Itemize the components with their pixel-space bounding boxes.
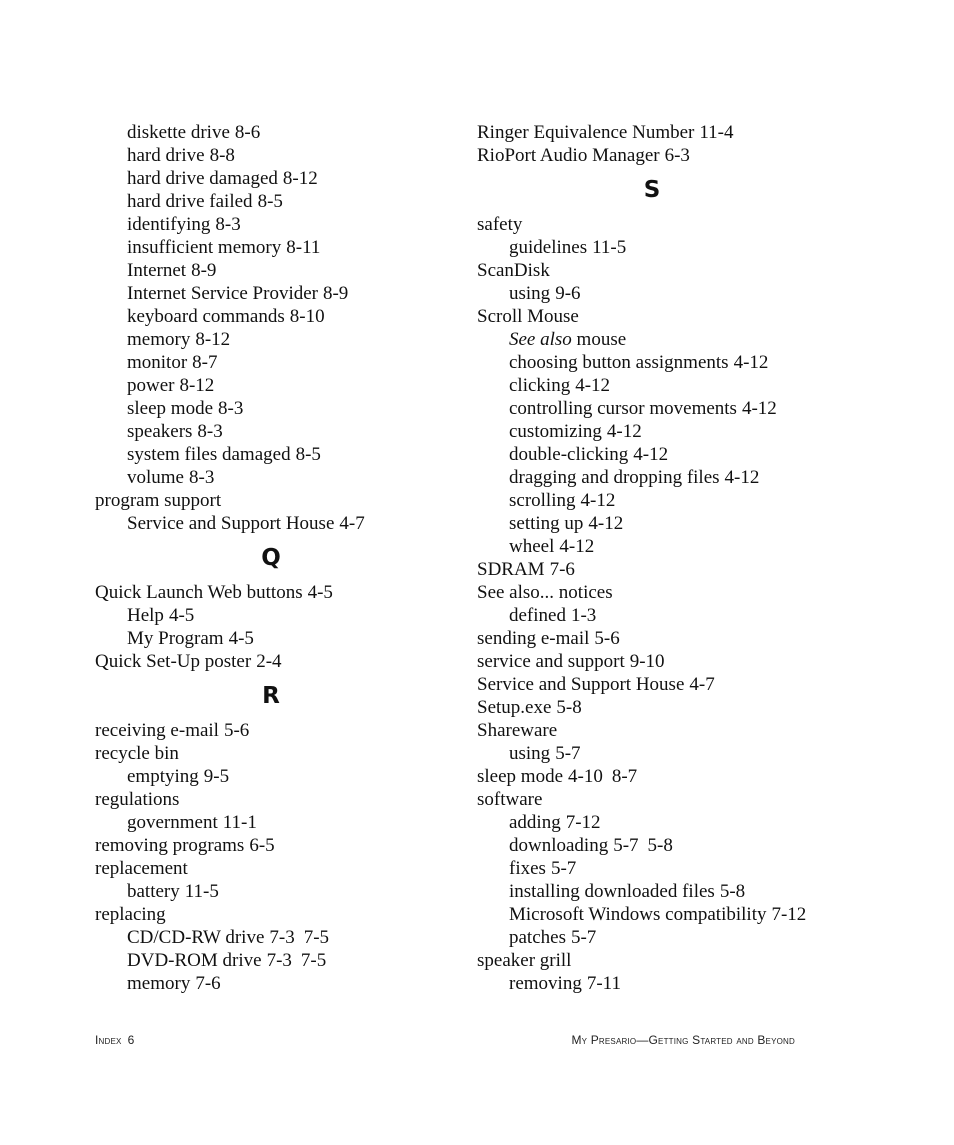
index-subentry (477, 282, 917, 305)
index-term: Shareware (477, 720, 558, 741)
index-page-ref: 8-10 (289, 306, 325, 327)
index-page-ref: 5-8 (556, 697, 582, 718)
index-term: Scroll Mouse (477, 306, 579, 327)
index-subentry (95, 604, 455, 627)
index-entry (477, 144, 917, 167)
index-page-ref: 4-12 (733, 352, 769, 373)
index-subentry (95, 121, 455, 144)
index-term: guidelines (509, 237, 588, 258)
index-subentry (477, 604, 917, 627)
index-column-right (477, 121, 917, 995)
index-subentry (95, 443, 455, 466)
index-term: power (127, 375, 175, 396)
index-letter-heading: Q (261, 545, 281, 571)
index-term: regulations (95, 789, 180, 810)
index-subentry (477, 489, 917, 512)
index-page-ref: 7-6 (195, 973, 221, 994)
index-page-ref: 4-12 (575, 375, 611, 396)
index-term: monitor (127, 352, 188, 373)
index-term: keyboard commands (127, 306, 285, 327)
index-page-ref: 7-6 (549, 559, 575, 580)
index-entry (95, 788, 455, 811)
index-subentry (95, 236, 455, 259)
index-term: fixes (509, 858, 546, 879)
index-page-ref: 8-3 (218, 398, 244, 419)
see-also-label: See also (509, 329, 572, 350)
footer-page-number: 6 (127, 1033, 135, 1047)
index-term: service and support (477, 651, 625, 672)
index-subentry (95, 972, 455, 995)
index-term: hard drive (127, 145, 205, 166)
index-term: wheel (509, 536, 555, 557)
index-entry (477, 765, 917, 788)
index-term: Ringer Equivalence Number (477, 122, 695, 143)
index-term: double-clicking (509, 444, 629, 465)
index-subentry (95, 374, 455, 397)
index-subentry (95, 949, 455, 972)
index-term: choosing button assignments (509, 352, 729, 373)
index-term: scrolling (509, 490, 576, 511)
index-column-left (95, 121, 455, 995)
index-page-ref: 9-10 (629, 651, 665, 672)
index-term: Internet Service Provider (127, 283, 318, 304)
index-entry (477, 673, 917, 696)
index-page-ref: 7-11 (586, 973, 621, 994)
index-entry (95, 834, 455, 857)
index-page-ref: 11-1 (222, 812, 257, 833)
index-page-ref: 7-3 (266, 950, 292, 971)
index-page-ref: 9-6 (555, 283, 581, 304)
index-page-ref: 7-5 (303, 927, 330, 948)
index-term: government (127, 812, 218, 833)
index-term: setting up (509, 513, 584, 534)
index-term: Service and Support House (477, 674, 685, 695)
index-term: controlling cursor movements (509, 398, 737, 419)
index-entry (477, 627, 917, 650)
index-subentry (95, 627, 455, 650)
index-term: sending e-mail (477, 628, 590, 649)
index-page-ref: 7-12 (565, 812, 601, 833)
index-subentry (95, 328, 455, 351)
index-subentry (477, 880, 917, 903)
index-subentry (95, 880, 455, 903)
index-page-ref: 4-5 (168, 605, 195, 626)
index-term: using (509, 283, 551, 304)
index-page-ref: 7-12 (771, 904, 807, 925)
index-page-ref: 8-12 (282, 168, 318, 189)
index-term: using (509, 743, 551, 764)
index-page-ref: 4-5 (228, 628, 254, 649)
index-entry (95, 650, 455, 673)
index-term: replacement (95, 858, 188, 879)
index-page-ref: 5-8 (719, 881, 746, 902)
index-page-ref: 4-12 (588, 513, 624, 534)
index-page-ref: 8-3 (189, 467, 215, 488)
index-entry (477, 650, 917, 673)
index-page-ref: 4-7 (339, 513, 365, 534)
index-term: software (477, 789, 543, 810)
index-term: receiving e-mail (95, 720, 219, 741)
index-subentry (477, 811, 917, 834)
index-term: safety (477, 214, 523, 235)
index-term: volume (127, 467, 184, 488)
index-term: removing (509, 973, 582, 994)
index-term: downloading (509, 835, 609, 856)
index-page-ref: 4-12 (606, 421, 642, 442)
index-term: identifying (127, 214, 211, 235)
index-page-ref: 11-5 (184, 881, 219, 902)
index-term: DVD-ROM drive (127, 950, 262, 971)
index-subentry (477, 328, 917, 351)
index-page-ref: 11-4 (699, 122, 734, 143)
index-entry (477, 719, 917, 742)
index-entry (95, 903, 455, 926)
index-term: mouse (576, 329, 627, 350)
index-page-ref: 5-7 (613, 835, 639, 856)
index-page-ref: 4-5 (307, 582, 333, 603)
index-subentry (477, 236, 917, 259)
footer-section-label: Index (95, 1033, 122, 1047)
index-page-ref: 5-7 (555, 743, 581, 764)
index-subentry (95, 167, 455, 190)
index-page-ref: 8-6 (234, 122, 261, 143)
index-subentry (477, 535, 917, 558)
footer-left (95, 1033, 134, 1047)
index-subentry (95, 190, 455, 213)
index-term: recycle bin (95, 743, 179, 764)
index-entry (477, 121, 917, 144)
index-subentry (477, 742, 917, 765)
index-term: Help (127, 605, 164, 626)
index-term: system files damaged (127, 444, 291, 465)
index-subentry (95, 466, 455, 489)
index-term: sleep mode (127, 398, 214, 419)
index-page-ref: 8-9 (191, 260, 217, 281)
index-term: memory (127, 973, 191, 994)
index-page-ref: 1-3 (570, 605, 597, 626)
index-entry (95, 489, 455, 512)
index-page-ref: 4-12 (724, 467, 760, 488)
index-entry (477, 696, 917, 719)
index-subentry (95, 397, 455, 420)
index-entry (477, 581, 917, 604)
index-term: ScanDisk (477, 260, 550, 281)
index-entry (477, 305, 917, 328)
index-subentry (477, 443, 917, 466)
index-subentry (95, 765, 455, 788)
index-page-ref: 8-9 (322, 283, 349, 304)
index-subentry (95, 305, 455, 328)
index-term: Quick Set-Up poster (95, 651, 252, 672)
index-subentry (477, 926, 917, 949)
index-entry (95, 742, 455, 765)
index-page-ref: 8-7 (192, 352, 218, 373)
index-term: adding (509, 812, 561, 833)
index-page-ref: 4-12 (741, 398, 777, 419)
index-page-ref: 5-6 (223, 720, 250, 741)
index-term: clicking (509, 375, 571, 396)
index-page-ref: 6-5 (249, 835, 275, 856)
index-page-ref: 8-7 (611, 766, 638, 787)
index-page-ref: 5-6 (594, 628, 620, 649)
index-subentry (477, 374, 917, 397)
index-term: Quick Launch Web buttons (95, 582, 303, 603)
index-term: See also... notices (477, 582, 613, 603)
index-page-ref: 8-11 (286, 237, 321, 258)
index-page-ref: 11-5 (592, 237, 627, 258)
index-term: My Program (127, 628, 224, 649)
index-entry (95, 581, 455, 604)
index-term: removing programs (95, 835, 245, 856)
index-term: emptying (127, 766, 199, 787)
index-term: insufficient memory (127, 237, 282, 258)
index-term: Internet (127, 260, 187, 281)
footer-book-title: My Presario—Getting Started and Beyond (571, 1033, 795, 1047)
index-subentry (95, 420, 455, 443)
index-page-ref: 8-3 (215, 214, 241, 235)
index-page-ref: 5-8 (647, 835, 673, 856)
index-page-ref: 8-3 (197, 421, 223, 442)
index-entry (477, 949, 917, 972)
index-term: Microsoft Windows compatibility (509, 904, 767, 925)
index-page-ref: 4-7 (689, 674, 715, 695)
index-subentry (95, 351, 455, 374)
index-subentry (95, 811, 455, 834)
index-page-ref: 8-5 (295, 444, 321, 465)
index-page-ref: 4-12 (580, 490, 616, 511)
index-page-ref: 5-7 (550, 858, 577, 879)
index-term: diskette drive (127, 122, 230, 143)
index-term: hard drive damaged (127, 168, 278, 189)
index-page-ref: 7-3 (269, 927, 295, 948)
index-subentry (477, 351, 917, 374)
index-subentry (477, 903, 917, 926)
index-term: battery (127, 881, 180, 902)
index-entry (95, 719, 455, 742)
index-page-ref: 4-12 (633, 444, 669, 465)
index-page-ref: 5-7 (570, 927, 597, 948)
index-letter-heading: S (643, 177, 661, 203)
index-term: CD/CD-RW drive (127, 927, 265, 948)
index-subentry (477, 972, 917, 995)
index-subentry (95, 512, 455, 535)
index-page-ref: 4-12 (559, 536, 595, 557)
index-term: RioPort Audio Manager (477, 145, 660, 166)
index-subentry (477, 420, 917, 443)
index-page-ref: 6-3 (664, 145, 690, 166)
index-term: hard drive failed (127, 191, 253, 212)
index-term: sleep mode (477, 766, 564, 787)
index-term: speaker grill (477, 950, 572, 971)
index-term: patches (509, 927, 566, 948)
index-subentry (95, 144, 455, 167)
index-subentry (477, 512, 917, 535)
index-page-ref: 2-4 (256, 651, 282, 672)
index-letter-heading: R (262, 683, 280, 709)
index-term: memory (127, 329, 191, 350)
index-page-ref: 8-5 (257, 191, 283, 212)
index-term: speakers (127, 421, 193, 442)
index-page-ref: 8-12 (179, 375, 215, 396)
index-term: dragging and dropping files (509, 467, 720, 488)
index-term: Setup.exe (477, 697, 552, 718)
index-subentry (95, 282, 455, 305)
index-subentry (477, 397, 917, 420)
index-term: SDRAM (477, 559, 545, 580)
index-subentry (477, 834, 917, 857)
index-page-ref: 8-8 (209, 145, 235, 166)
index-page-ref: 8-12 (195, 329, 231, 350)
index-entry (95, 857, 455, 880)
index-term: replacing (95, 904, 166, 925)
index-term: customizing (509, 421, 602, 442)
index-page-ref: 4-10 (568, 766, 603, 787)
index-term: program support (95, 490, 222, 511)
index-subentry (95, 213, 455, 236)
index-subentry (477, 857, 917, 880)
index-subentry (477, 466, 917, 489)
index-page-ref: 7-5 (300, 950, 327, 971)
index-subentry (95, 926, 455, 949)
index-entry (477, 259, 917, 282)
index-page-ref: 9-5 (203, 766, 230, 787)
index-term: defined (509, 605, 566, 626)
index-entry (477, 213, 917, 236)
index-term: Service and Support House (127, 513, 335, 534)
index-entry (477, 788, 917, 811)
index-term: installing downloaded files (509, 881, 715, 902)
index-subentry (95, 259, 455, 282)
index-entry (477, 558, 917, 581)
